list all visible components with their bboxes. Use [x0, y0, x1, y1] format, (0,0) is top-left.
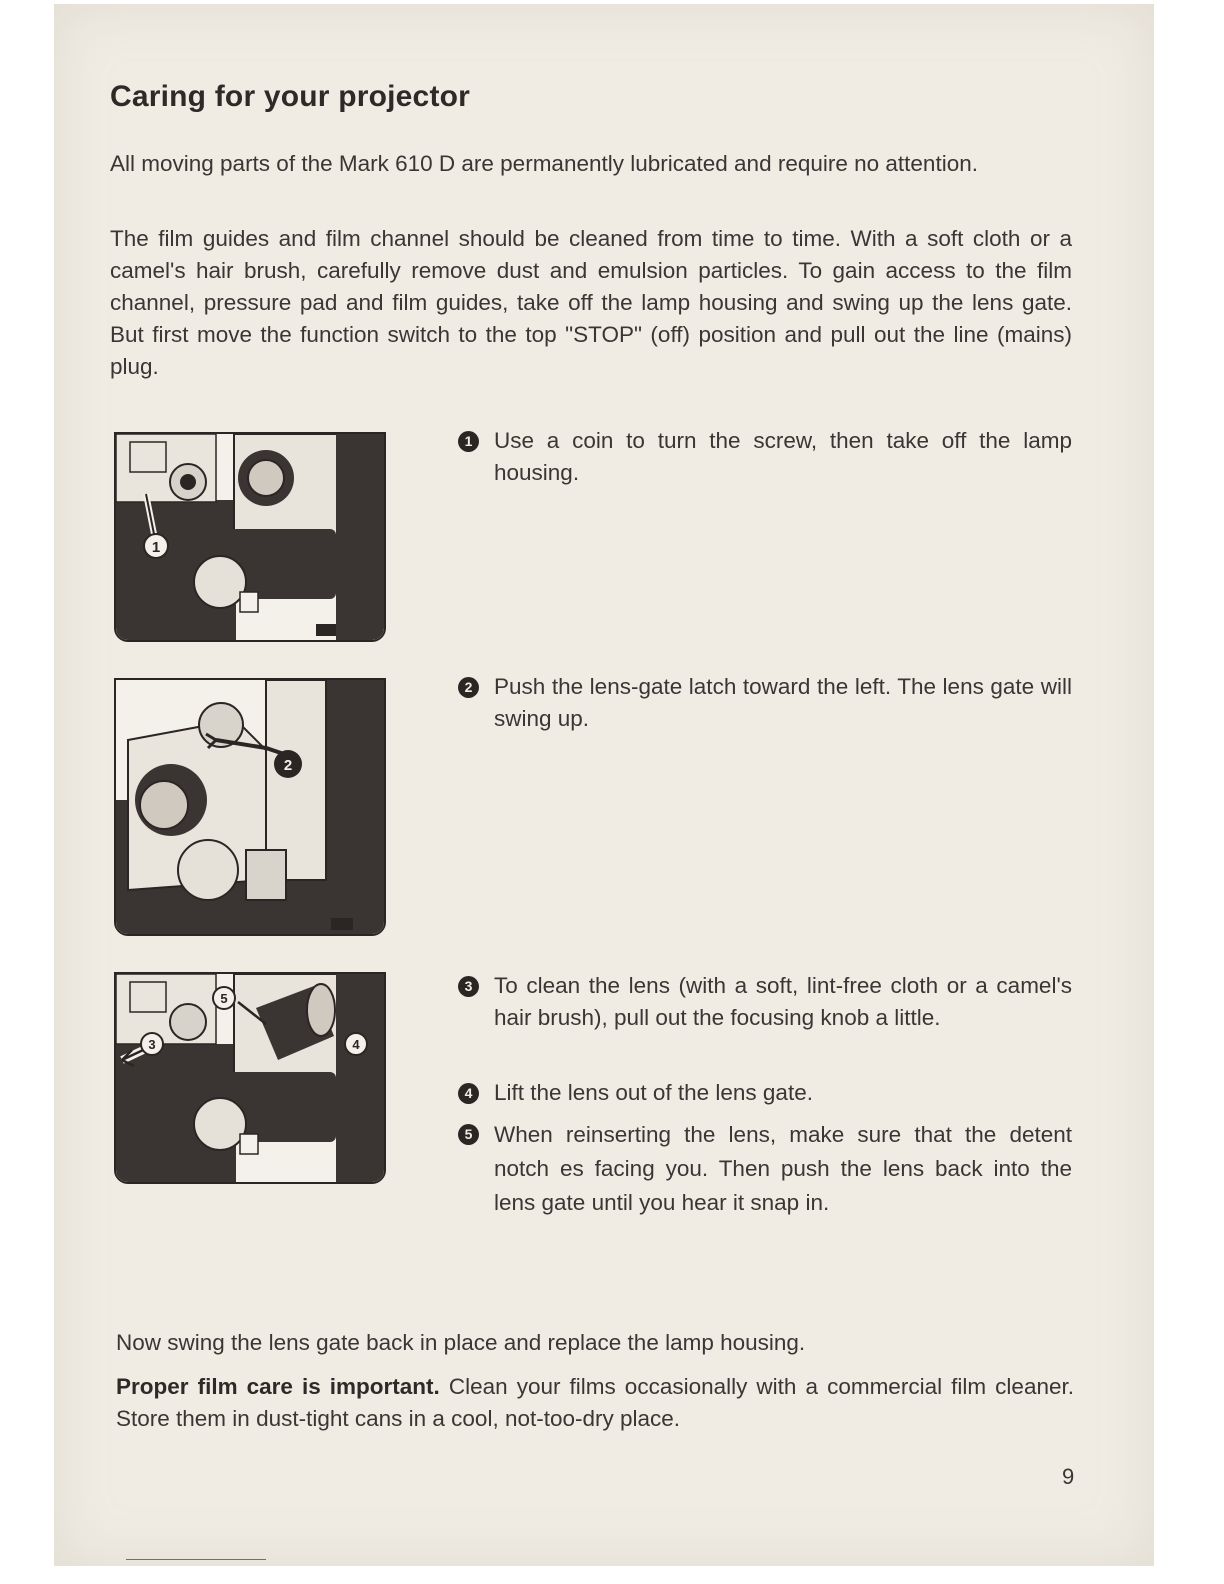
film-care-text: Clean your films occasionally with a commercial film cleaner. Store them in dust-tight cans in a cool, not-too-dry place. — [116, 1374, 1074, 1431]
intro-paragraph-2: The film guides and film channel should be cleaned from time to time. With a soft cloth or a camel's hair brush, carefully remove dust and emulsion particles. To gain access to the film channel, pressure pad and film guides, take off the lamp housing and swing up the lens gate. But first move the function switch to the top "STOP" (off) position and pull out the line (mains) plug. — [110, 226, 1072, 379]
projector-illustration-3 — [116, 974, 384, 1182]
figure-lens-removal — [114, 972, 386, 1184]
step-number-badge: 3 — [458, 976, 479, 997]
figure-3-callout-3: 3 — [148, 1037, 156, 1052]
intro-paragraph-1: All moving parts of the Mark 610 D are permanently lubricated and require no attention. — [110, 151, 978, 176]
closing-paragraph-2 — [116, 1371, 1074, 1435]
figure-3-callout-4: 4 — [352, 1037, 360, 1052]
bottom-link-underline — [126, 1559, 266, 1560]
closing-paragraph-1: Now swing the lens gate back in place and replace the lamp housing. — [116, 1330, 806, 1355]
figure-1-callout-1: 1 — [151, 539, 161, 556]
step-number-badge: 1 — [458, 431, 479, 452]
figure-3-callout-5: 5 — [220, 991, 228, 1006]
step-5-text: When reinserting the lens, make sure that the detent notch es facing you. Then push the lens back into the lens gate until you hear it snap in. — [494, 1122, 1072, 1215]
step-3-text: To clean the lens (with a soft, lint-free cloth or a camel's hair brush), pull out the focusing knob a little. — [494, 973, 1072, 1030]
film-care-bold-lead: Proper film care is important. — [116, 1374, 440, 1399]
figure-lamp-housing-screw — [114, 432, 386, 642]
step-4-text: Lift the lens out of the lens gate. — [494, 1080, 813, 1105]
step-2-text: Push the lens-gate latch toward the left. The lens gate will swing up. — [494, 674, 1072, 731]
step-number-badge: 5 — [458, 1124, 479, 1145]
figure-2-callout-2: 2 — [283, 757, 293, 774]
step-number-badge: 2 — [458, 677, 479, 698]
page-number: 9 — [1062, 1464, 1075, 1489]
projector-illustration-2 — [116, 680, 384, 934]
figure-lens-gate-latch — [114, 678, 386, 936]
step-1 — [458, 425, 1072, 489]
step-2 — [458, 671, 1072, 735]
step-number-badge: 4 — [458, 1083, 479, 1104]
step-1-text: Use a coin to turn the screw, then take off the lamp housing. — [494, 428, 1072, 485]
step-5 — [458, 1118, 1072, 1220]
projector-illustration-1 — [116, 434, 384, 640]
step-4 — [458, 1077, 1072, 1109]
step-3 — [458, 970, 1072, 1034]
page-title: Caring for your projector — [110, 80, 471, 113]
